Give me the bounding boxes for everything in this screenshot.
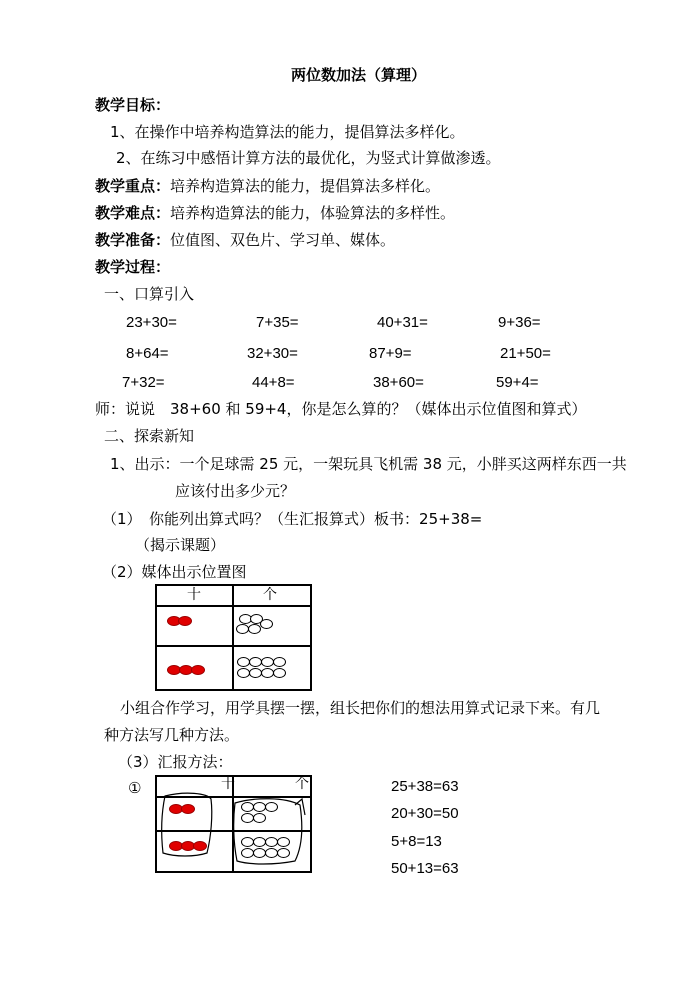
method-formula-2: 20+30=50 <box>391 805 459 822</box>
tens-counter-red <box>193 841 207 851</box>
preparation-line <box>95 230 395 250</box>
oral-calc-r2c4: 21+50= <box>500 345 551 362</box>
oral-calc-r2c1: 8+64= <box>126 345 169 362</box>
difficulty-label: 教学难点： <box>95 204 171 222</box>
method-formula-4: 50+13=63 <box>391 860 459 877</box>
page-title: 两位数加法（算理） <box>291 66 427 84</box>
ones-counter-white <box>253 813 266 823</box>
problem-line-1: 1、出示：一个足球需 25 元，一架玩具飞机需 38 元，小胖买这两样东西一共 <box>110 455 627 473</box>
goals-heading: 教学目标： <box>95 96 171 114</box>
problem-line-2: 应该付出多少元？ <box>175 482 296 500</box>
ones-counter-white <box>265 802 278 812</box>
ones-counter-white <box>273 657 286 667</box>
oral-calc-r1c4: 9+36= <box>498 314 541 331</box>
key-point-text: 培养构造算法的能力，提倡算法多样化。 <box>170 177 441 195</box>
process-heading: 教学过程： <box>95 258 171 276</box>
oral-calc-r2c3: 87+9= <box>369 345 412 362</box>
difficulty-line <box>95 203 455 223</box>
place-value-chart <box>155 584 312 691</box>
goal-item-2: 2、在练习中感悟计算方法的最优化，为竖式计算做渗透。 <box>116 149 501 167</box>
ones-counter-white <box>277 837 290 847</box>
oral-calc-r2c2: 32+30= <box>247 345 298 362</box>
ones-header: 个 <box>263 587 277 603</box>
section1-heading: 一、口算引入 <box>104 285 195 303</box>
ones-counter-white <box>273 668 286 678</box>
preparation-label: 教学准备： <box>95 231 171 249</box>
goal-item-1: 1、在操作中培养构造算法的能力，提倡算法多样化。 <box>110 123 465 141</box>
place-value-chart-annotated <box>155 775 312 873</box>
tens-counter-red <box>191 665 205 675</box>
oral-calc-r3c3: 38+60= <box>373 374 424 391</box>
tens-header: 十 <box>187 587 201 603</box>
section2-heading: 二、探索新知 <box>104 427 195 445</box>
ones-counter-white <box>248 624 261 634</box>
oral-calc-r3c1: 7+32= <box>122 374 165 391</box>
method-marker: ① <box>128 779 142 797</box>
method-formula-3: 5+8=13 <box>391 833 442 850</box>
chart-column-divider <box>232 586 234 689</box>
ones-counter-white <box>277 848 290 858</box>
step1-note: （揭示课题） <box>135 536 226 554</box>
group-work-line-1: 小组合作学习，用学具摆一摆，组长把你们的想法用算式记录下来。有几 <box>120 699 601 717</box>
step2-line: （2）媒体出示位置图 <box>102 563 247 581</box>
oral-calc-r3c2: 44+8= <box>252 374 295 391</box>
preparation-text: 位值图、双色片、学习单、媒体。 <box>170 231 396 249</box>
oral-calc-r1c1: 23+30= <box>126 314 177 331</box>
key-point-label: 教学重点： <box>95 177 171 195</box>
ones-counter-white <box>260 619 273 629</box>
method-formula-1: 25+38=63 <box>391 778 459 795</box>
oral-calc-r1c3: 40+31= <box>377 314 428 331</box>
tens-counter-red <box>178 616 192 626</box>
ones-header: 个 <box>295 776 309 792</box>
tens-header: 十 <box>221 776 235 792</box>
step3-line: （3）汇报方法： <box>118 753 233 771</box>
teacher-prompt: 师：说说 38+60 和 59+4，你是怎么算的？（媒体出示位值图和算式） <box>95 400 587 418</box>
group-work-line-2: 种方法写几种方法。 <box>104 726 240 744</box>
difficulty-text: 培养构造算法的能力，体验算法的多样性。 <box>170 204 456 222</box>
oral-calc-r1c2: 7+35= <box>256 314 299 331</box>
oral-calc-r3c4: 59+4= <box>496 374 539 391</box>
step1-line: （1） 你能列出算式吗？（生汇报算式）板书：25+38= <box>102 510 483 528</box>
hand-drawn-grouping-marks <box>155 775 312 873</box>
key-point-line <box>95 176 440 196</box>
tens-counter-red <box>181 804 195 814</box>
